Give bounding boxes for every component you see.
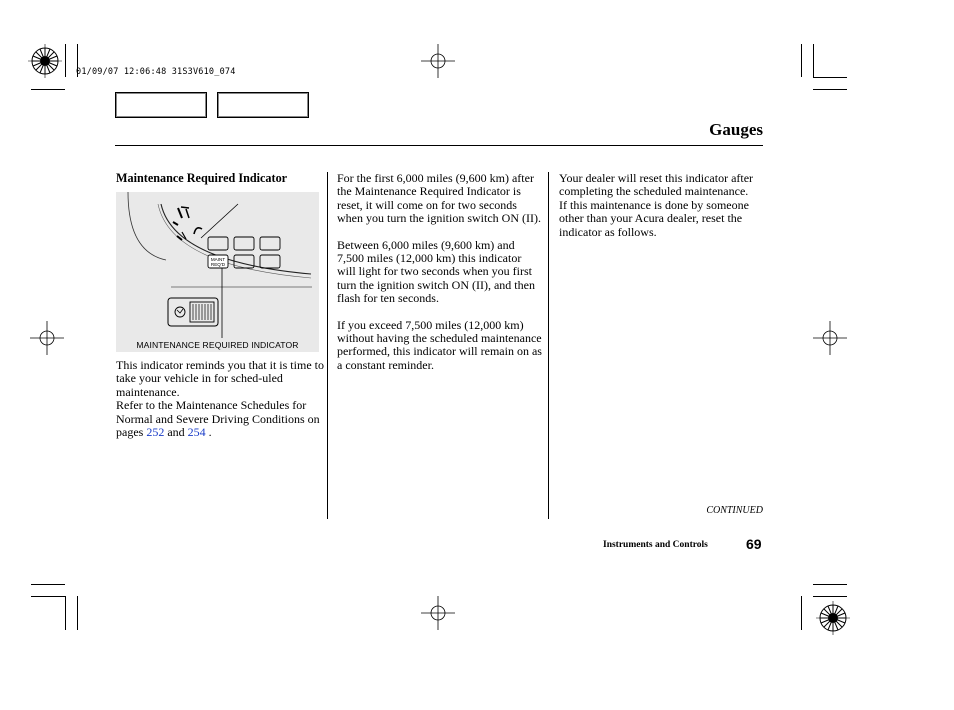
registration-starburst-icon xyxy=(816,601,850,635)
crop-mark xyxy=(31,89,65,90)
maint-reqd-lamp-word: MAINT xyxy=(210,257,226,262)
crop-mark xyxy=(31,584,65,585)
column-1-body xyxy=(116,359,326,439)
paragraph: For the first 6,000 miles (9,600 km) after the Maintenance Required Indicator is reset, it will come on for two seconds when you turn the ignition switch ON (II). xyxy=(337,171,541,226)
crop-mark xyxy=(801,596,802,630)
print-stamp: 01/09/07 12:06:48 31S3V610_074 xyxy=(76,67,236,77)
crop-mark xyxy=(813,596,847,597)
section-title: Gauges xyxy=(709,120,763,139)
continued-label: CONTINUED xyxy=(706,505,763,516)
crop-mark xyxy=(801,44,802,77)
page-link-252[interactable]: 252 xyxy=(146,425,165,440)
paragraph-page-refs xyxy=(116,399,326,439)
page-link-254[interactable]: 254 xyxy=(187,425,206,440)
column-divider xyxy=(327,172,328,519)
period-text: . xyxy=(208,425,212,440)
crop-mark xyxy=(65,44,66,77)
column-3 xyxy=(559,172,759,252)
paragraph-text: Refer to the Maintenance Schedules for Normal and Severe Driving Conditions on pages xyxy=(116,398,320,440)
paragraph: Between 6,000 miles (9,600 km) and 7,500 miles (12,000 km) this indicator will light for two seconds when you first turn the ignition switch ON (II), and then flash for ten seconds. xyxy=(337,237,535,306)
registration-crosshair-icon xyxy=(421,44,455,78)
crop-mark xyxy=(77,596,78,630)
footer-section-name: Instruments and Controls xyxy=(603,540,708,550)
column-2 xyxy=(337,172,542,385)
figure-caption: MAINTENANCE REQUIRED INDICATOR xyxy=(136,340,299,350)
registration-crosshair-icon xyxy=(813,321,847,355)
maint-reqd-lamp-text xyxy=(211,257,226,267)
nav-tab-box-2[interactable] xyxy=(217,92,309,118)
crop-mark xyxy=(813,584,847,585)
figure-instrument-cluster xyxy=(116,192,319,352)
page-number: 69 xyxy=(746,536,762,552)
registration-crosshair-icon xyxy=(30,321,64,355)
paragraph: This indicator reminds you that it is time to take your vehicle in for sched-uled maintenance. xyxy=(116,358,324,399)
registration-starburst-icon xyxy=(28,44,62,78)
maint-reqd-lamp-word: REQ'D xyxy=(210,262,226,267)
crop-mark xyxy=(65,596,66,630)
crop-mark xyxy=(31,596,65,597)
registration-crosshair-icon xyxy=(421,596,455,630)
crop-mark xyxy=(813,89,847,90)
crop-mark xyxy=(813,77,847,78)
instrument-cluster-illustration xyxy=(116,192,319,352)
paragraph: If you exceed 7,500 miles (12,000 km) without having the scheduled maintenance performed, this indicator will remain on as a constant reminder. xyxy=(337,317,542,372)
crop-mark xyxy=(813,44,814,77)
column-divider xyxy=(548,172,549,519)
header-rule xyxy=(115,145,763,146)
paragraph: Your dealer will reset this indicator after completing the scheduled maintenance. If this maintenance is done by someone other than your Acura dealer, reset the indicator as follows. xyxy=(559,171,754,239)
nav-tab-box-1[interactable] xyxy=(115,92,207,118)
column-1 xyxy=(116,172,322,185)
conjunction-text: and xyxy=(167,425,185,440)
subsection-heading: Maintenance Required Indicator xyxy=(116,171,288,185)
